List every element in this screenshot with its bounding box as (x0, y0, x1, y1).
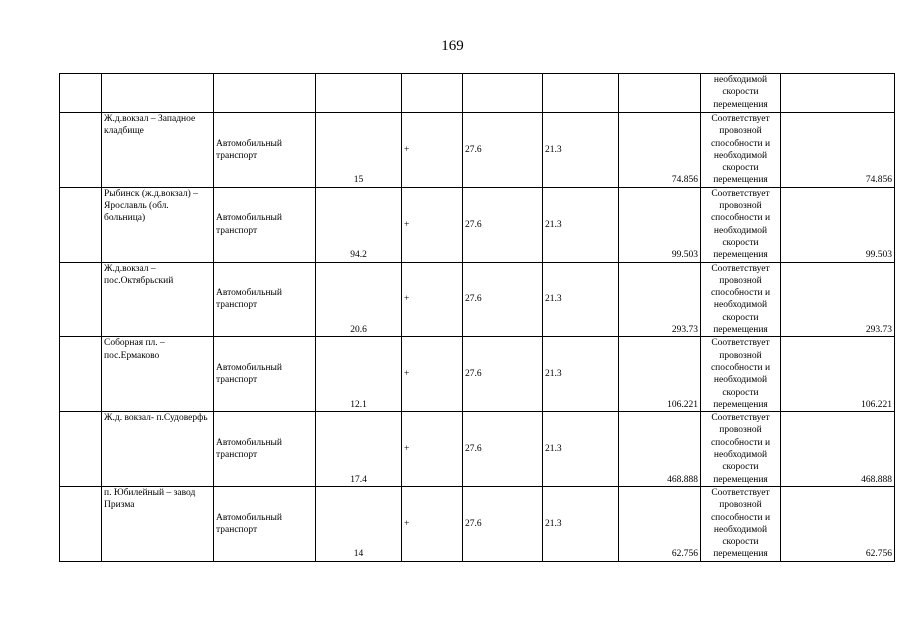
cell-index (60, 337, 102, 412)
cell-compliance: Соответствует провозной способности и необходимой скорости перемещения (701, 113, 781, 188)
cell-compliance: Соответствует провозной способности и необходимой скорости перемещения (701, 187, 781, 262)
cell-mark: + (402, 486, 463, 561)
cell-mark: + (402, 113, 463, 188)
cell-value-a: 27.6 (463, 337, 543, 412)
cell-index (60, 187, 102, 262)
cell-index (60, 412, 102, 487)
cell-value-a: 27.6 (463, 262, 543, 337)
table-row (60, 486, 895, 561)
cell-distance: 20.6 (316, 262, 402, 337)
cell-index (60, 113, 102, 188)
cell-mark: + (402, 412, 463, 487)
cell-value-b: 21.3 (543, 486, 619, 561)
cell-route: Ж.д.вокзал – пос.Октябрьский (102, 262, 214, 337)
cell-value-c: 293.73 (619, 262, 701, 337)
cell-value-a: 27.6 (463, 113, 543, 188)
table-row (60, 412, 895, 487)
cell-value-b (543, 74, 619, 113)
cell-distance: 12.1 (316, 337, 402, 412)
cell-value-a: 27.6 (463, 486, 543, 561)
cell-value-a (463, 74, 543, 113)
cell-value-d: 74.856 (781, 113, 895, 188)
cell-value-a: 27.6 (463, 187, 543, 262)
cell-distance (316, 74, 402, 113)
cell-value-b: 21.3 (543, 262, 619, 337)
cell-value-b: 21.3 (543, 187, 619, 262)
cell-transport: Автомобильный транспорт (214, 262, 316, 337)
cell-index (60, 486, 102, 561)
cell-distance: 17.4 (316, 412, 402, 487)
cell-distance: 94.2 (316, 187, 402, 262)
cell-compliance: Соответствует провозной способности и необходимой скорости перемещения (701, 486, 781, 561)
cell-value-b: 21.3 (543, 337, 619, 412)
cell-transport: Автомобильный транспорт (214, 486, 316, 561)
cell-route: Рыбинск (ж.д.вокзал) – Ярославль (обл. больница) (102, 187, 214, 262)
cell-distance: 15 (316, 113, 402, 188)
cell-value-c: 62.756 (619, 486, 701, 561)
cell-compliance: Соответствует провозной способности и необходимой скорости перемещения (701, 412, 781, 487)
cell-value-d: 468.888 (781, 412, 895, 487)
cell-transport: Автомобильный транспорт (214, 337, 316, 412)
cell-route: Соборная пл. – пос.Ермаково (102, 337, 214, 412)
cell-index (60, 74, 102, 113)
cell-value-c: 468.888 (619, 412, 701, 487)
cell-compliance: необходимой скорости перемещения (701, 74, 781, 113)
cell-route: Ж.д. вокзал- п.Судоверфь (102, 412, 214, 487)
cell-value-b: 21.3 (543, 412, 619, 487)
cell-transport: Автомобильный транспорт (214, 113, 316, 188)
cell-transport (214, 74, 316, 113)
cell-value-d: 106.221 (781, 337, 895, 412)
cell-route (102, 74, 214, 113)
cell-mark: + (402, 262, 463, 337)
cell-value-b: 21.3 (543, 113, 619, 188)
cell-compliance: Соответствует провозной способности и необходимой скорости перемещения (701, 262, 781, 337)
table-row-continuation (60, 74, 895, 113)
cell-value-c: 99.503 (619, 187, 701, 262)
cell-value-d: 62.756 (781, 486, 895, 561)
page-number: 169 (441, 38, 464, 54)
cell-distance: 14 (316, 486, 402, 561)
cell-value-c: 106.221 (619, 337, 701, 412)
cell-index (60, 262, 102, 337)
cell-route: Ж.д.вокзал – Западное кладбище (102, 113, 214, 188)
cell-value-d (781, 74, 895, 113)
cell-mark: + (402, 337, 463, 412)
cell-compliance: Соответствует провозной способности и необходимой скорости перемещения (701, 337, 781, 412)
cell-value-c (619, 74, 701, 113)
cell-transport: Автомобильный транспорт (214, 187, 316, 262)
table-row (60, 337, 895, 412)
cell-mark: + (402, 187, 463, 262)
cell-value-d: 293.73 (781, 262, 895, 337)
cell-value-a: 27.6 (463, 412, 543, 487)
cell-route: п. Юбилейный – завод Призма (102, 486, 214, 561)
cell-transport: Автомобильный транспорт (214, 412, 316, 487)
cell-mark (402, 74, 463, 113)
transport-routes-table (59, 73, 895, 562)
table-row (60, 187, 895, 262)
table-row (60, 262, 895, 337)
cell-value-c: 74.856 (619, 113, 701, 188)
table-row (60, 113, 895, 188)
cell-value-d: 99.503 (781, 187, 895, 262)
